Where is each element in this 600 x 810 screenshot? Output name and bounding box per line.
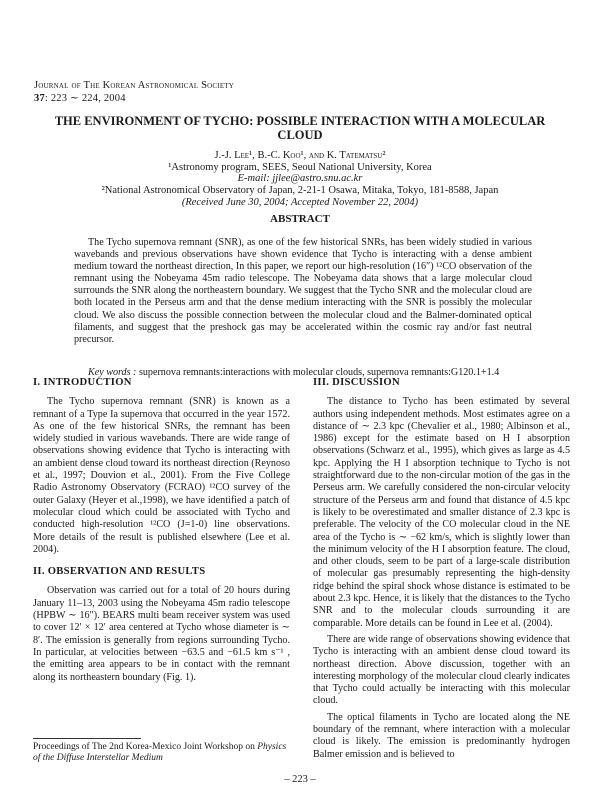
journal-header: [34, 79, 234, 105]
footnote: [33, 742, 290, 764]
footnote-line-2: Physics of the Diffuse Interstellar Medium: [33, 742, 287, 763]
keywords-text: supernova remnants:interactions with molecular clouds, supernova remnants:G120.1+1.4: [136, 367, 500, 378]
section-heading-introduction: I. INTRODUCTION: [33, 377, 132, 388]
discussion-paragraph-3: The optical filaments in Tycho are located along the NE boundary of the remnant, where interaction with a molecular cloud is likely. The emission is predominantly hydrogen Balmer emission and is believed to: [313, 711, 570, 760]
section-heading-observation: II. OBSERVATION AND RESULTS: [33, 566, 206, 578]
discussion-paragraph-2: There are wide range of observations showing evidence that Tycho is interacting with an ambient dense cloud toward its northeast direction. Above discussion, together with an interesting morphology of the molecular cloud clearly indicates that Tycho could actually be interacting with this molecular cloud.: [313, 633, 570, 707]
abstract-heading: ABSTRACT: [270, 213, 330, 225]
journal-volume: 37: [34, 93, 45, 104]
section-heading-discussion: III. DISCUSSION: [313, 377, 400, 388]
author-email: E-mail: jjlee@astro.snu.ac.kr: [237, 173, 363, 185]
journal-name: Journal of The Korean Astronomical Society: [34, 80, 235, 91]
intro-paragraph: The Tycho supernova remnant (SNR) is known as a remnant of a Type Ia supernova that occurred in the year 1572. As one of the few historical SNRs, the remnant has been widely studied in various wavebands. There are wide range of observations showing evidence that Tycho is interacting with an ambient dense cloud toward its northeast direction (Reynoso et al., 1997; Douvion et al., 2001). From the Five College Radio Astronomy Observatory (FCRAO) ¹²CO survey of the outer Galaxy (Heyer et al.,1998), we have identified a patch of molecular cloud which could be associated with Tycho and conducted high-resolution ¹²CO (J=1-0) line observations. More details of the result is published elsewhere (Lee et al. 2004).: [33, 396, 290, 555]
left-column: [33, 377, 290, 688]
affiliation-2: ²National Astronomical Observatory of Japan, 2-21-1 Osawa, Mitaka, Tokyo, 181-8588, Japan: [101, 185, 499, 197]
journal-volume-line: [34, 92, 234, 105]
footnote-rule: [33, 738, 141, 739]
footnote-line-1: Proceedings of The 2nd Korea-Mexico Joint Workshop on: [33, 742, 258, 752]
observation-paragraph: Observation was carried out for a total of 20 hours during January 11–13, 2003 using the Nobeyama 45m radio telescope (HPBW ∼ 16″). BEARS multi beam receiver system was used to cover 12′ × 12′ area centered at Tycho whose diameter is ∼ 8′. The emission is generally from regions surrounding Tycho. In particular, at velocities between −63.5 and −61.5 km s⁻¹ , the emitting area appears to be in contact with the remnant along its northeastern boundary (Fig. 1).: [33, 585, 290, 683]
paper-title: THE ENVIRONMENT OF TYCHO: POSSIBLE INTERACTION WITH A MOLECULAR CLOUD: [54, 114, 546, 142]
author-names: J.-J. Lee¹, B.-C. Koo¹, and K. Tatematsu²: [214, 150, 386, 161]
author-block: [40, 150, 560, 209]
keywords-label: Key words :: [88, 367, 137, 378]
journal-pages: : 223 ∼ 224, 2004: [44, 93, 126, 104]
affiliation-1: ¹Astronomy program, SEES, Seoul National University, Korea: [168, 161, 432, 173]
discussion-paragraph-1: The distance to Tycho has been estimated by several authors using independent methods. Most estimates agree on a distance of ∼ 2.3 kpc (Chevalier et al., 1980; Albinson et al., 1986) except for the estimate based on H I absorption observations (Schwarz et al., 1995), which gives as large as 4.5 kpc. Applying the H I absorption technique to Tycho is not straightforward due to the non-circular motion of the gas in the Perseus arm. We carefully considered the non-circular velocity structure of the Perseus arm and found that distance of 4.5 kpc is likely to be overestimated and smaller distance of 2.3 kpc is preferable. The velocity of the CO molecular cloud in the NE area of the Tycho is ∼ −62 km/s, which is slightly lower than the minimum velocity of the H I absorption feature. The cloud, and other clouds, seem to be part of a large-scale distribution of molecular gas presumably representing the high-density ridge behind the spiral shock whose distance is estimated to be about 2.3 kpc. Hence, it is likely that the distances to the Tycho SNR and to the molecular clouds surrounding it are comparable. More details can be found in Lee et al. (2004).: [313, 396, 570, 629]
abstract-text: The Tycho supernova remnant (SNR), as one of the few historical SNRs, has been widely studied in various wavebands and previous observations have shown evidence that Tycho is interacting with a dense ambient medium toward the northeast direction, In this paper, we report our high-resolution (16″) ¹²CO observation of the remnant using the Nobeyama 45m radio telescope. The Nobeyama data shows that a large molecular cloud surrounds the SNR along the northeastern boundary. We suggest that the Tycho SNR and the molecular cloud are both located in the Perseus arm and that the dense medium interacting with the SNR is possibly the molecular cloud. We also discuss the possible connection between the molecular cloud and the Balmer-dominated optical filaments, and suggest that the preshock gas may be accelerated within the cosmic ray and/or fast neutral precursor.: [74, 237, 532, 345]
received-dates: (Received June 30, 2004; Accepted November 22, 2004): [181, 196, 419, 208]
page-number: – 223 –: [284, 774, 316, 785]
right-column: [313, 377, 570, 765]
